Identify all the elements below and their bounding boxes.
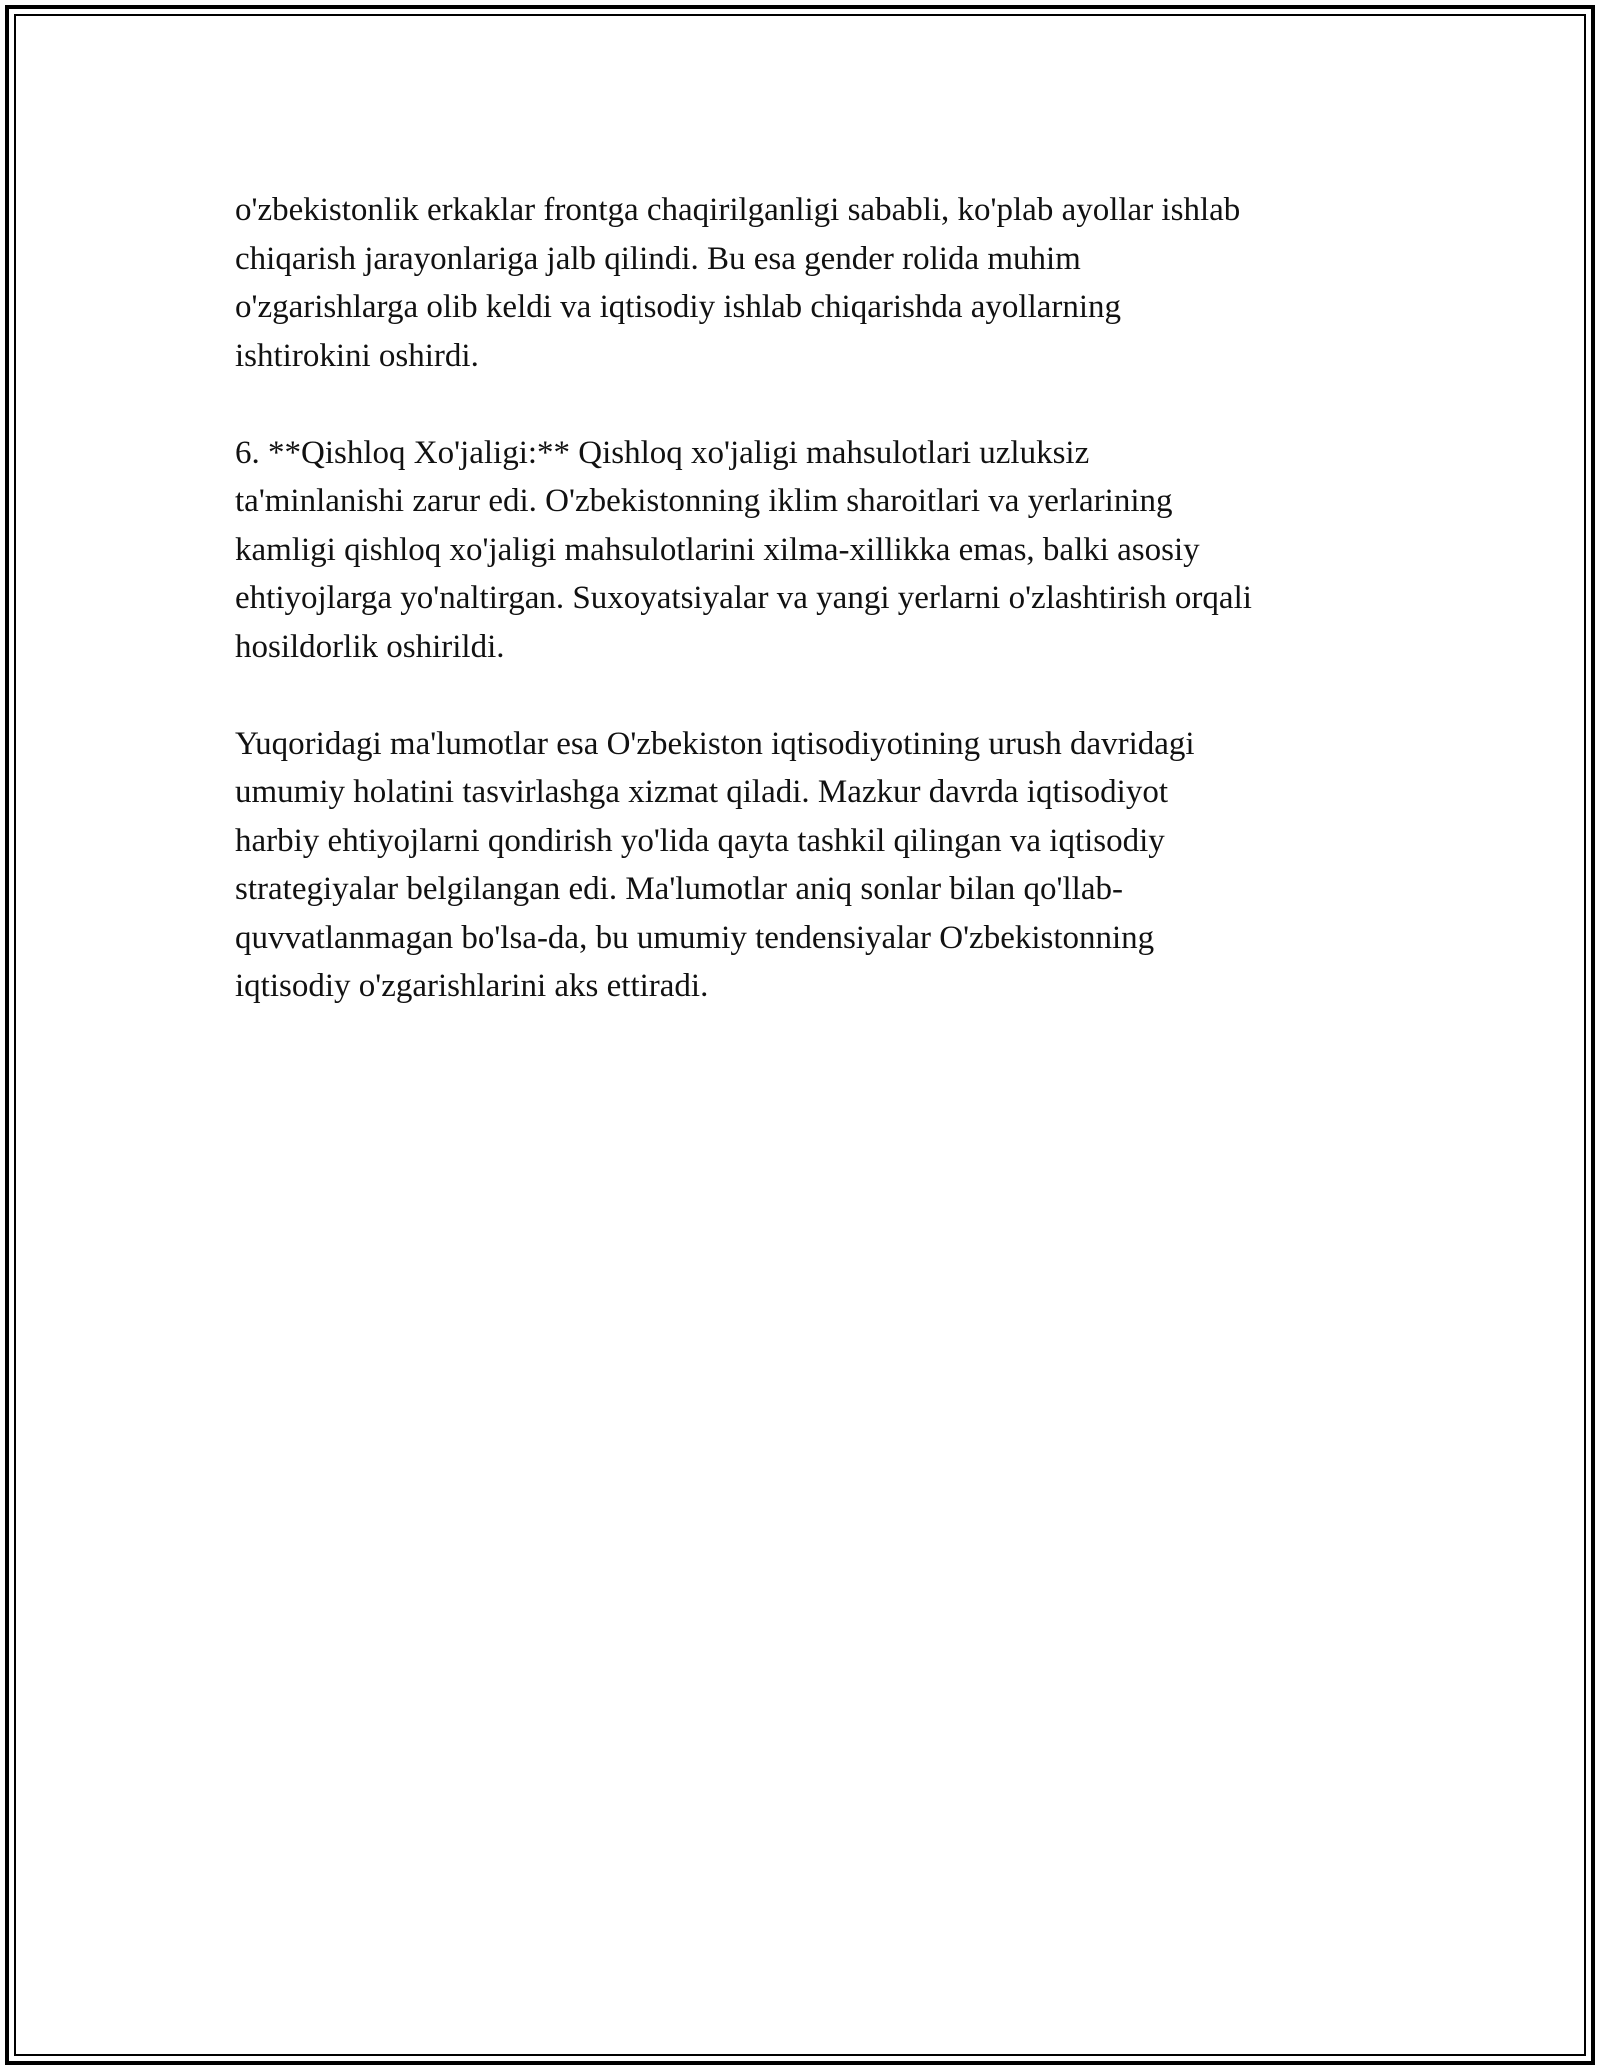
paragraph-summary: Yuqoridagi ma'lumotlar esa O'zbekiston iqtisodiyotining urush davridagi umumiy holatini tasvirlashga xizmat qiladi. Mazkur davrda iqtisodiyot harbiy ehtiyojlarni qondirish yo'lida qayta tashkil qilingan va iqtisodiy strategiyalar belgilangan edi. Ma'lumotlar aniq sonlar bilan qo'llab- quvvatlanmagan bo'lsa-da, bu umumiy tendensiyalar O'zbekistonning iqtisodiy o'zgarishlarini aks ettiradi. [235, 725, 1195, 1004]
paragraph-women-labor: o'zbekistonlik erkaklar frontga chaqirilganligi sababli, ko'plab ayollar ishlab chiqarish jarayonlariga jalb qilindi. Bu esa gender rolida muhim o'zgarishlarga olib keldi va iqtisodiy ishlab chiqarishda ayollarning ishtirokini oshirdi. [235, 192, 1241, 374]
document-body [235, 186, 1395, 1059]
paragraph-agriculture: 6. **Qishloq Xo'jaligi:** Qishloq xo'jaligi mahsulotlari uzluksiz ta'minlanishi zarur edi. O'zbekistonning iklim sharoitlari va yerlarining kamligi qishloq xo'jaligi mahsulotlarini xilma-xillikka emas, balki asosiy ehtiyojlarga yo'naltirgan. Suxoyatsiyalar va yangi yerlarni o'zlashtirish orqali hosildorlik oshirildi. [235, 434, 1252, 665]
